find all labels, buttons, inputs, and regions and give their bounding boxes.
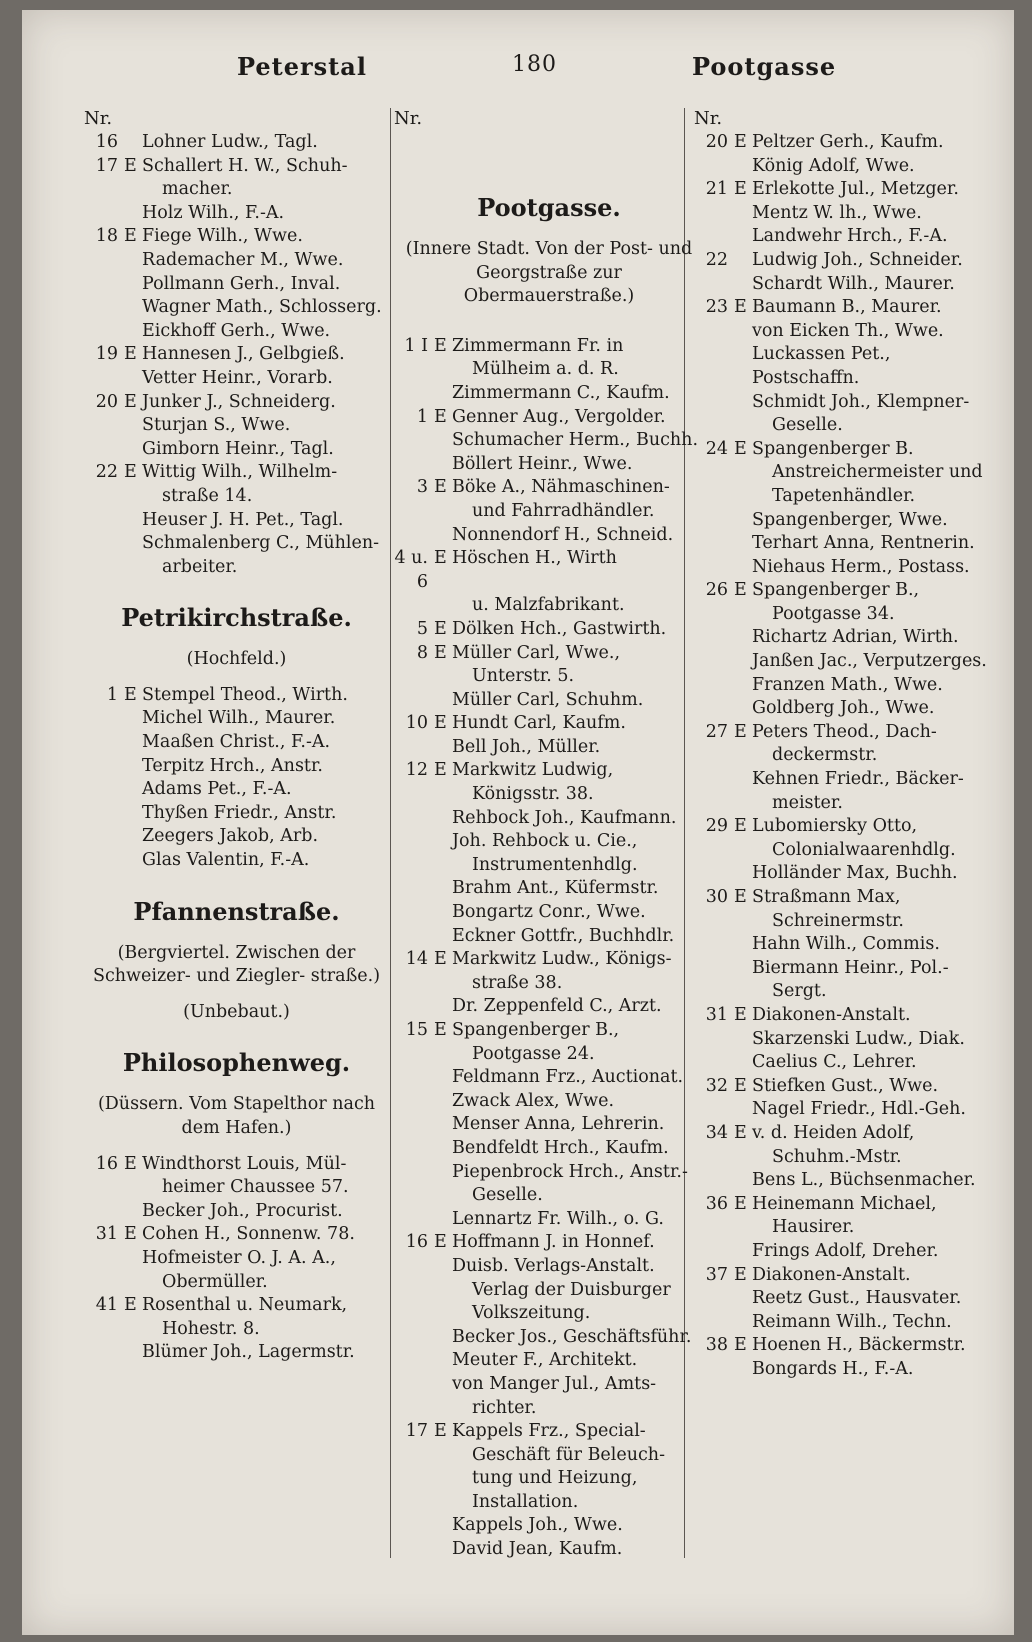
entry-line: Schmidt Joh., Klempner- [752,391,970,412]
entry-line: Bendfeldt Hrch., Kaufm. [452,1137,669,1158]
resident-name: Rosenthal u. Neumark, [142,1295,348,1316]
resident-name: Peltzer Gerh., Kaufm. [752,132,944,152]
entry-line: Unterstr. 5. [472,666,575,687]
house-number: 8 [416,642,428,663]
entry-row [394,1019,704,1043]
entry-line: Thyßen Friedr., Anstr. [142,802,337,823]
spacer [394,321,704,335]
entry-line: Skarzenski Ludw., Diak. [752,1028,965,1049]
entry-row [694,1004,994,1028]
house-number: 19 [95,344,118,365]
entry-line: Zwack Alex, Wwe. [452,1090,615,1111]
entry-row [84,155,389,179]
house-number: 20 [705,132,728,152]
owner-mark [124,131,142,155]
entry-line: Blümer Joh., Lagermstr. [142,1342,355,1363]
owner-mark: E [434,335,447,356]
entry-line: Vetter Heinr., Vorarb. [142,367,333,388]
entry-line: Bongards H., F.-A. [752,1358,914,1379]
entry-line: Becker Joh., Procurist. [142,1200,343,1221]
entry-line: Holländer Max, Buchh. [752,863,958,884]
house-number: 16 [95,1153,118,1174]
nr-label: Nr. [394,108,423,129]
house-number: 24 [705,438,728,459]
entry-line: Bell Joh., Müller. [452,736,601,757]
entry-row [394,712,704,736]
entry-row [394,406,704,430]
house-number: 36 [705,1193,728,1214]
house-number: 23 [705,297,728,318]
entry-line: Frings Adolf, Dreher. [752,1240,939,1261]
entry-line: Rademacher M., Wwe. [142,249,344,270]
entry-line: Nagel Friedr., Hdl.-Geh. [752,1099,966,1120]
entry-line: richter. [472,1397,537,1418]
entry-line: Hohestr. 8. [162,1318,260,1339]
entry-row [394,1420,704,1444]
header-right: Pootgasse [692,52,837,81]
owner-mark: E [734,1264,747,1285]
entry-row [84,684,389,708]
entry-line: Verlag der Duisburger [472,1279,671,1300]
resident-name: Fiege Wilh., Wwe. [142,226,303,247]
entry-line: Caelius C., Lehrer. [752,1052,917,1073]
owner-mark: E [734,1075,747,1096]
entry-line: Zimmermann C., Kaufm. [452,382,670,403]
entry-line: Holz Wilh., F.-A. [142,202,285,223]
entry-row [394,759,704,783]
entry-line: Heuser J. H. Pet., Tagl. [142,509,344,530]
entry-line: von Eicken Th., Wwe. [752,320,944,341]
house-number: 27 [705,721,728,742]
house-number: 20 [95,391,118,412]
entry-line: Schmalenberg C., Mühlen- [142,533,380,554]
entry-line: u. Malzfabrikant. [472,595,625,616]
entry-row [694,438,994,462]
entry-row [394,642,704,666]
section-desc: (Hochfeld.) [186,649,287,670]
entry-row [694,815,994,839]
entry-row [394,618,704,642]
resident-name: Stiefken Gust., Wwe. [752,1075,939,1096]
house-number: 5 [416,618,428,639]
owner-mark: E [434,1421,447,1442]
entry-line: Joh. Rehbock u. Cie., [452,831,638,852]
resident-name: Junker J., Schneiderg. [142,391,336,412]
entry-line: Spangenberger, Wwe. [752,509,948,530]
entry-line: Geschäft für Beleuch- [472,1444,665,1465]
entry-line: Eckner Gottfr., Buchhdlr. [452,925,675,946]
resident-name: Lohner Ludw., Tagl. [142,132,318,152]
section-title: Philosophenweg. [122,1048,351,1078]
page-header [22,52,1014,92]
house-number: 32 [705,1075,728,1096]
owner-mark: E [434,548,447,569]
entry-row [694,249,994,273]
resident-name: Dölken Hch., Gastwirth. [452,618,667,639]
entry-line: Pootgasse 34. [772,603,895,624]
resident-name: Kappels Frz., Special- [452,1421,646,1442]
owner-mark: E [734,721,747,742]
entry-line: Böllert Heinr., Wwe. [452,453,633,474]
owner-mark: E [434,406,447,427]
house-number: 31 [95,1224,118,1245]
entry-line: und Fahrradhändler. [472,500,655,521]
entry-line: tung und Heizung, [472,1468,638,1489]
nr-label: Nr. [694,108,723,129]
resident-name: Diakonen-Anstalt. [752,1264,911,1285]
entry-row [694,721,994,745]
resident-name: Spangenberger B., [752,580,920,601]
entry-row [694,131,994,155]
house-number: 12 [405,760,428,781]
column-2 [394,108,704,1562]
section-desc: (Düssern. Vom Stapelthor nach dem Hafen.) [97,1094,376,1138]
entry-row [84,343,389,367]
house-number: 1 [416,406,428,427]
owner-mark: E [734,816,747,837]
owner-mark: E [734,887,747,907]
resident-name: Ludwig Joh., Schneider. [752,249,963,270]
resident-name: Cohen H., Sonnenw. 78. [142,1224,355,1245]
column-1 [84,108,389,1365]
entry-line: Schuhm.-Mstr. [772,1146,902,1167]
house-number: 37 [705,1264,728,1285]
entry-line: Instrumentenhdlg. [472,854,638,875]
entry-row [84,1294,389,1318]
resident-name: Windthorst Louis, Mül- [142,1153,347,1174]
entry-row [694,1264,994,1288]
house-number: 38 [705,1335,728,1356]
entry-line: Becker Jos., Geschäftsführ. [452,1326,692,1347]
entry-list [84,684,389,873]
entry-row [694,1122,994,1146]
section-title: Petrikirchstraße. [121,603,352,633]
entry-line: Menser Anna, Lehrerin. [452,1114,665,1135]
entry-line: straße 14. [162,485,253,506]
entry-line: Duisb. Verlags-Anstalt. [452,1255,655,1276]
house-number: 16 [95,132,118,152]
section-note: (Unbebaut.) [183,1001,290,1022]
owner-mark: E [124,391,137,412]
house-number: 17 [405,1421,428,1442]
entry-line: Terhart Anna, Rentnerin. [752,533,975,554]
entry-line: Meuter F., Architekt. [452,1350,638,1371]
entry-line: Installation. [472,1491,579,1512]
entry-row [694,1334,994,1358]
entry-line: Janßen Jac., Verputzerges. [752,651,987,672]
column-divider [390,108,391,1558]
nr-label: Nr. [84,108,113,129]
resident-name: Hannesen J., Gelbgieß. [142,344,345,365]
house-number: 34 [705,1122,728,1143]
resident-name: Diakonen-Anstalt. [752,1004,911,1025]
directory-page [22,10,1014,1635]
entry-line: Dr. Zeppenfeld C., Arzt. [452,996,662,1017]
entry-row [394,476,704,500]
entry-line: Maaßen Christ., F.-A. [142,732,331,753]
entry-line: Geselle. [772,415,843,436]
entry-line: macher. [162,179,233,200]
owner-mark: E [434,760,447,781]
entry-list [394,335,704,1562]
resident-name: Baumann B., Maurer. [752,297,942,318]
entry-line: Lennartz Fr. Wilh., o. G. [452,1208,664,1229]
entry-line: Piepenbrock Hrch., Anstr.- [452,1161,688,1182]
owner-mark: E [434,642,447,663]
house-number: 4 u. 6 [394,548,428,592]
entry-line: Franzen Math., Wwe. [752,674,943,695]
house-number: 18 [95,226,118,247]
entry-line: Reimann Wilh., Techn. [752,1311,952,1332]
entry-line: Königsstr. 38. [472,784,594,805]
entry-line: straße 38. [472,972,563,993]
entry-line: Anstreichermeister und [772,462,983,483]
section-desc: (Bergviertel. Zwischen der Schweizer- und Ziegler- straße.) [92,942,381,987]
entry-line: Feldmann Frz., Auctionat. [452,1067,684,1088]
owner-mark: E [124,462,137,483]
entry-row [394,948,704,972]
resident-name: Lubomiersky Otto, [752,816,918,837]
house-number: 17 [95,155,118,176]
entry-line: Colonialwaarenhdlg. [772,839,956,860]
house-number: 15 [405,1020,428,1040]
entry-line: Nonnendorf H., Schneid. [452,524,674,545]
entry-row [84,1223,389,1247]
owner-mark: E [124,155,137,176]
entry-list [84,131,389,579]
owner-mark: E [734,580,747,601]
owner-mark: E [124,226,137,247]
resident-name: Spangenberger B. [752,438,914,459]
house-number: 30 [705,887,728,907]
house-number: 22 [95,462,118,483]
entry-line: Rehbock Joh., Kaufmann. [452,807,677,828]
house-number: 29 [705,816,728,837]
entry-line: Wagner Math., Schlosserg. [142,297,382,318]
entry-line: deckermstr. [772,745,878,766]
entry-line: Hahn Wilh., Commis. [752,934,940,955]
resident-name: Spangenberger B., [452,1020,620,1040]
page-number: 180 [512,52,557,77]
resident-name: Peters Theod., Dach- [752,721,937,742]
house-number: 14 [405,949,428,970]
resident-name: Markwitz Ludwig, [452,760,614,781]
entry-row [694,296,994,320]
owner-mark: E [734,1335,747,1356]
house-number: 21 [705,179,728,200]
entry-line: König Adolf, Wwe. [752,155,915,176]
resident-name: Erlekotte Jul., Metzger. [752,179,959,200]
section-title: Pootgasse. [477,193,621,222]
entry-line: Sergt. [772,981,827,1002]
resident-name: Müller Carl, Wwe., [452,642,621,663]
entry-line: Schumacher Herm., Buchh. [452,430,699,451]
entry-row [694,1193,994,1217]
resident-name: Markwitz Ludw., Königs- [452,949,672,970]
house-number: 16 [405,1232,428,1253]
house-number: 3 [416,477,428,498]
entry-row [84,1153,389,1177]
entry-row [84,225,389,249]
entry-line: Niehaus Herm., Postass. [752,556,970,577]
entry-line: arbeiter. [162,556,238,577]
resident-name: Hoenen H., Bäckermstr. [752,1335,966,1356]
owner-mark: E [434,477,447,498]
owner-mark: E [734,1122,747,1143]
entry-row [394,547,704,594]
owner-mark: E [434,1020,447,1040]
entry-line: meister. [772,792,843,813]
entry-line: Mülheim a. d. R. [472,359,619,380]
entry-line: Eickhoff Gerh., Wwe. [142,320,331,341]
owner-mark: E [734,1004,747,1025]
owner-mark: E [124,344,137,365]
entry-row [394,1231,704,1255]
entry-line: Bongartz Conr., Wwe. [452,902,646,923]
column-3 [694,108,994,1381]
section-desc: (Innere Stadt. Von der Post- und Georgstraße zur Obermauerstraße.) [405,239,693,307]
resident-name: Heinemann Michael, [752,1193,937,1214]
entry-line: Geselle. [472,1185,543,1206]
owner-mark: E [124,684,137,705]
entry-line: Landwehr Hrch., F.-A. [752,226,948,247]
entry-line: Obermüller. [162,1271,268,1292]
entry-line: Mentz W. lh., Wwe. [752,202,922,223]
entry-line: Richartz Adrian, Wirth. [752,627,959,648]
entry-line: Goldberg Joh., Wwe. [752,698,935,719]
house-number: 26 [705,580,728,601]
entry-line: Luckassen Pet., Postschaffn. [752,344,891,388]
entry-line: Michel Wilh., Maurer. [142,708,336,729]
resident-name: Genner Aug., Vergolder. [452,406,666,427]
entry-line: Pootgasse 24. [472,1043,595,1064]
entry-row [84,391,389,415]
house-number: 31 [705,1004,728,1025]
entry-line: Kehnen Friedr., Bäcker- [752,769,964,790]
resident-name: Zimmermann Fr. in [452,335,624,356]
house-number: 41 [95,1295,118,1316]
entry-line: Terpitz Hrch., Anstr. [142,755,323,776]
owner-mark: E [734,132,747,152]
resident-name: Wittig Wilh., Wilhelm- [142,462,338,483]
entry-line: Tapetenhändler. [772,485,916,506]
entry-line: Hofmeister O. J. A. A., [142,1247,336,1268]
house-number: 1 [106,684,118,705]
entry-line: Brahm Ant., Küfermstr. [452,878,659,899]
resident-name: Hundt Carl, Kaufm. [452,713,626,734]
resident-name: Böke A., Nähmaschinen- [452,477,670,498]
owner-mark: E [734,179,747,200]
entry-line: Müller Carl, Schuhm. [452,689,644,710]
owner-mark [734,249,752,273]
entry-line: heimer Chaussee 57. [162,1177,349,1198]
resident-name: Hoffmann J. in Honnef. [452,1232,655,1253]
entry-line: Hausirer. [772,1217,855,1238]
owner-mark: E [734,438,747,459]
entry-line: Gimborn Heinr., Tagl. [142,438,334,459]
entry-row [694,178,994,202]
entry-line: David Jean, Kaufm. [452,1539,623,1560]
entry-row [84,461,389,485]
entry-line: Bens L., Büchsenmacher. [752,1170,976,1191]
entry-row [694,579,994,603]
owner-mark: E [734,297,747,318]
resident-name: Höschen H., Wirth [452,548,617,569]
entry-line: Adams Pet., F.-A. [142,779,292,800]
entry-row [694,1075,994,1099]
entry-line: von Manger Jul., Amts- [452,1373,657,1394]
entry-line: Glas Valentin, F.-A. [142,850,310,871]
house-number: 10 [405,713,428,734]
resident-name: Schallert H. W., Schuh- [142,155,348,176]
owner-mark: E [124,1295,137,1316]
entry-line: Schardt Wilh., Maurer. [752,273,955,294]
entry-line: Reetz Gust., Hausvater. [752,1288,962,1309]
house-number: 1 I [404,335,428,356]
section-title: Pfannenstraße. [133,896,340,926]
entry-line: Pollmann Gerh., Inval. [142,273,341,294]
entry-line: Sturjan S., Wwe. [142,415,291,436]
entry-line: Schreinermstr. [772,910,904,931]
owner-mark: E [434,1232,447,1253]
entry-line: Kappels Joh., Wwe. [452,1515,623,1536]
entry-line: Biermann Heinr., Pol.- [752,957,949,978]
resident-name: Straßmann Max, [752,887,901,907]
house-number: 22 [705,249,728,270]
entry-line: Zeegers Jakob, Arb. [142,826,319,847]
resident-name: Stempel Theod., Wirth. [142,684,348,705]
owner-mark: E [124,1153,137,1174]
entry-list [694,131,994,1381]
owner-mark: E [434,713,447,734]
entry-row [84,131,389,155]
entry-row [394,335,704,359]
owner-mark: E [734,1193,747,1214]
entry-line: Volkszeitung. [472,1303,591,1324]
owner-mark: E [434,618,447,639]
owner-mark: E [434,949,447,970]
owner-mark: E [124,1224,137,1245]
entry-row [694,886,994,910]
entry-list [84,1153,389,1365]
resident-name: v. d. Heiden Adolf, [752,1122,915,1143]
header-left: Peterstal [237,52,367,81]
